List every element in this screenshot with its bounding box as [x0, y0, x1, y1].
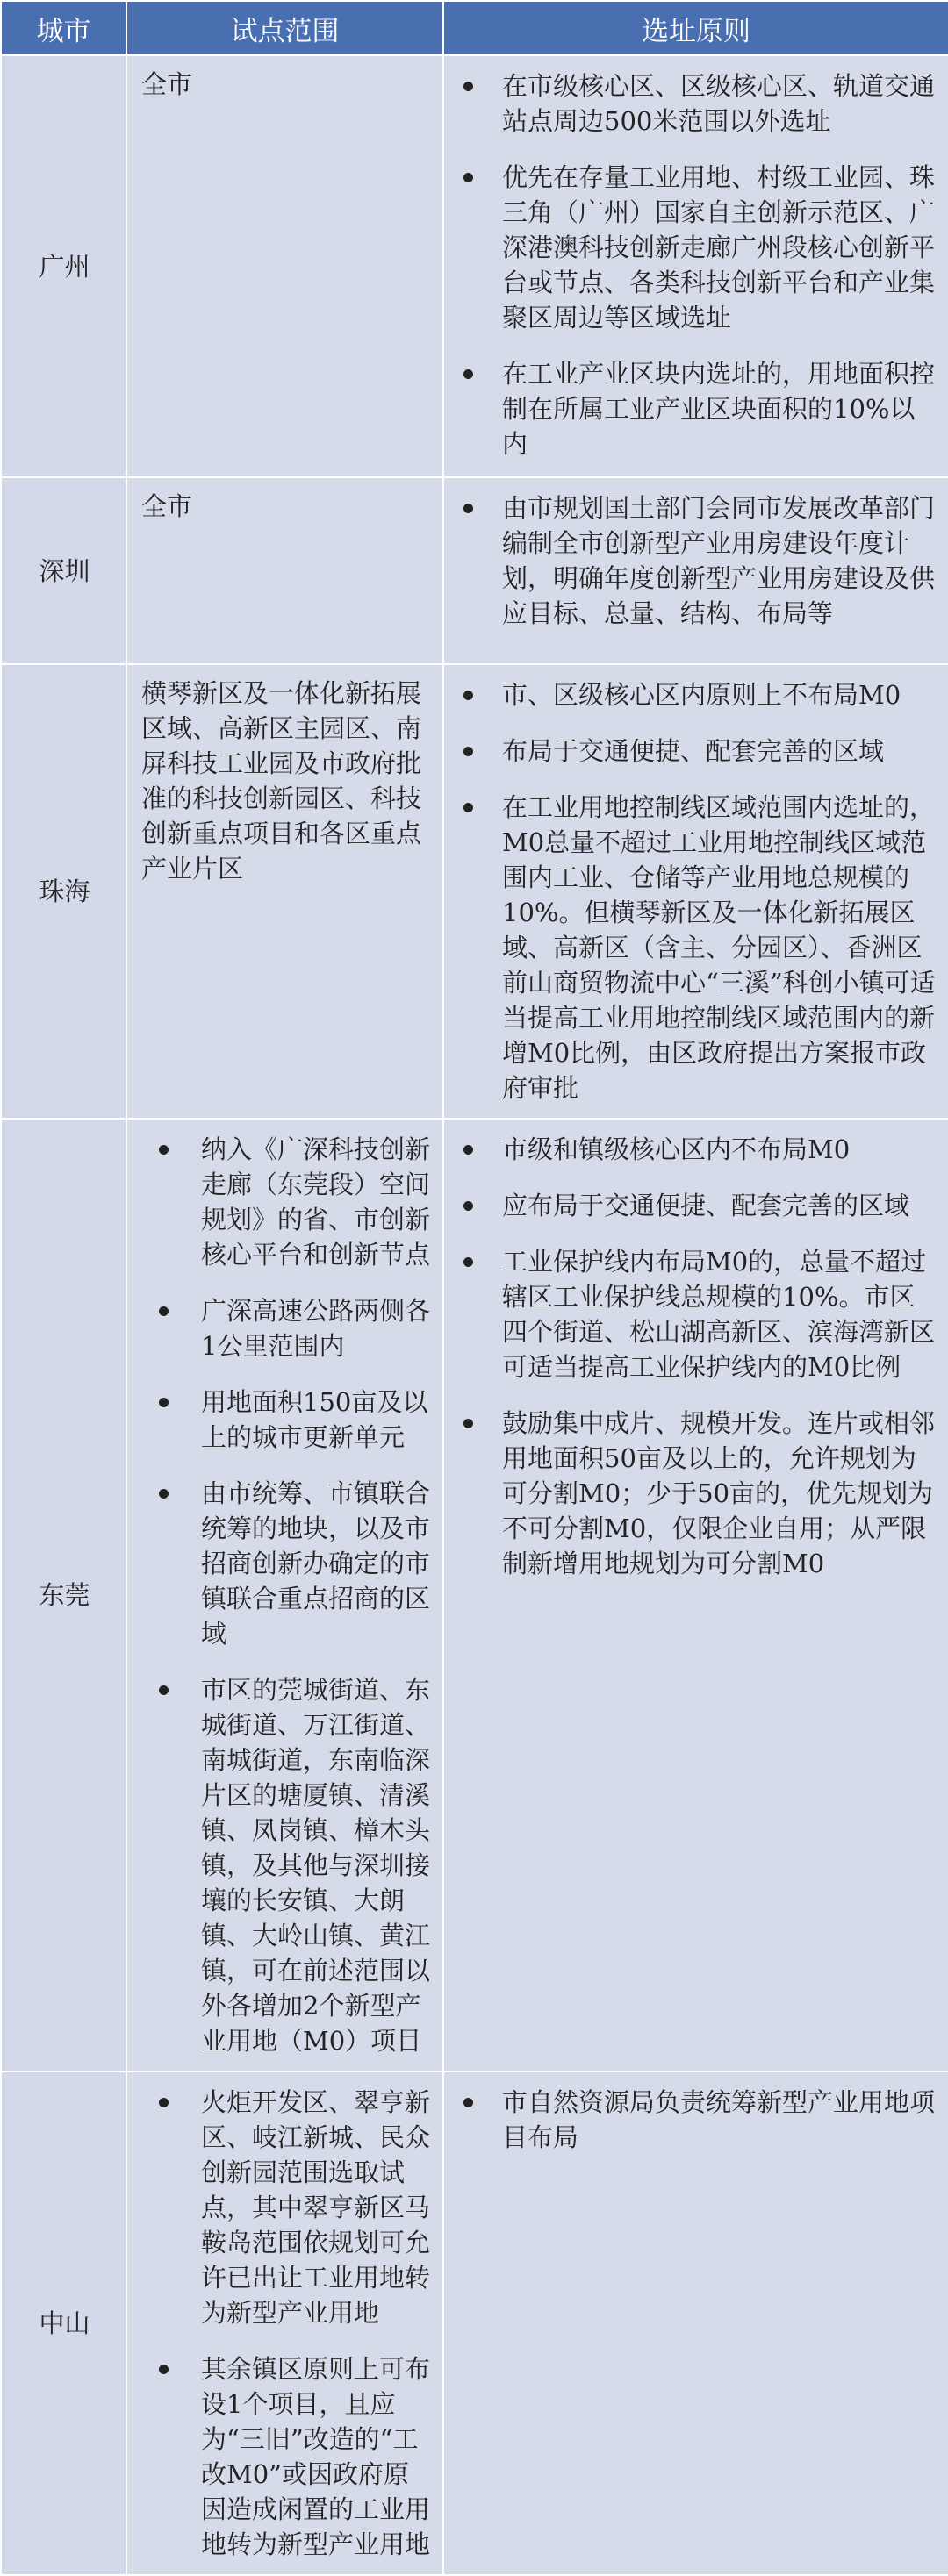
rule-item: 应布局于交通便捷、配套完善的区域: [456, 1188, 937, 1223]
scope-list: [140, 1132, 430, 2058]
bullet-icon: [159, 1489, 169, 1499]
rule-item: 在市级核心区、区级核心区、轨道交通站点周边500米范围以外选址: [456, 68, 937, 139]
bullet-icon: [463, 173, 473, 182]
city-cell: 珠海: [1, 664, 126, 1119]
rule-list: [456, 677, 937, 1106]
scope-item: 广深高速公路两侧各1公里范围内: [140, 1293, 430, 1363]
bullet-icon: [463, 504, 473, 513]
scope-cell: [126, 1119, 443, 2072]
rule-list: [456, 490, 937, 631]
rule-list: [456, 1132, 937, 1581]
bullet-icon: [463, 1145, 473, 1155]
table-row-guangzhou: [1, 55, 948, 477]
scope-item: 火炬开发区、翠亨新区、岐江新城、民众创新园范围选取试点，其中翠亨新区马鞍岛范围依规划可允许已出让工业用地转为新型产业用地: [140, 2085, 430, 2330]
rule-cell: [443, 1119, 948, 2072]
city-cell: 东莞: [1, 1119, 126, 2072]
rule-item: 由市规划国土部门会同市发展改革部门编制全市创新型产业用房建设年度计划，明确年度创新型产业用房建设及供应目标、总量、结构、布局等: [456, 490, 937, 631]
rule-item: 布局于交通便捷、配套完善的区域: [456, 733, 937, 769]
rule-item: 优先在存量工业用地、村级工业园、珠三角（广州）国家自主创新示范区、广深港澳科技创新走廊广州段核心创新平台或节点、各类科技创新平台和产业集聚区周边等区域选址: [456, 160, 937, 335]
rule-item: 鼓励集中成片、规模开发。连片或相邻用地面积50亩及以上的，允许规划为可分割M0；少于50亩的，优先规划为不可分割M0，仅限企业自用；从严限制新增用地规划为可分割M0: [456, 1406, 937, 1581]
bullet-icon: [463, 2098, 473, 2107]
scope-cell: 全市: [126, 477, 443, 664]
scope-item: 市区的莞城街道、东城街道、万江街道、南城街道，东南临深片区的塘厦镇、清溪镇、凤岗镇、樟木头镇，及其他与深圳接壤的长安镇、大朗镇、大岭山镇、黄江镇，可在前述范围以外各增加2个新型产业用地（M0）项目: [140, 1672, 430, 2058]
rule-item: 市、区级核心区内原则上不布局M0: [456, 677, 937, 712]
bullet-icon: [463, 803, 473, 812]
rule-item: 工业保护线内布局M0的，总量不超过辖区工业保护线总规模的10%。市区四个街道、松山湖高新区、滨海湾新区可适当提高工业保护线内的M0比例: [456, 1244, 937, 1385]
table-row-zhongshan: [1, 2072, 948, 2575]
bullet-icon: [463, 691, 473, 700]
rule-list: [456, 2085, 937, 2155]
scope-cell: 横琴新区及一体化新拓展区域、高新区主园区、南屏科技工业园及市政府批准的科技创新园区、科技创新重点项目和各区重点产业片区: [126, 664, 443, 1119]
bullet-icon: [463, 1419, 473, 1428]
rule-cell: [443, 2072, 948, 2575]
bullet-icon: [463, 369, 473, 379]
scope-cell: 全市: [126, 55, 443, 477]
bullet-icon: [463, 1257, 473, 1267]
rule-list: [456, 68, 937, 462]
scope-item: 用地面积150亩及以上的城市更新单元: [140, 1385, 430, 1455]
bullet-icon: [159, 1145, 169, 1155]
city-cell: 广州: [1, 55, 126, 477]
header-rule: 选址原则: [443, 1, 948, 55]
scope-item: 其余镇区原则上可布设1个项目，且应为“三旧”改造的“工改M0”或因政府原因造成闲置的工业用地转为新型产业用地: [140, 2351, 430, 2562]
bullet-icon: [159, 2365, 169, 2374]
scope-cell: [126, 2072, 443, 2575]
rule-cell: [443, 664, 948, 1119]
table-row-zhuhai: [1, 664, 948, 1119]
scope-list: [140, 2085, 430, 2562]
rule-cell: [443, 55, 948, 477]
bullet-icon: [463, 1201, 473, 1211]
bullet-icon: [463, 747, 473, 756]
table-row-dongguan: [1, 1119, 948, 2072]
scope-item: 由市统筹、市镇联合统筹的地块，以及市招商创新办确定的市镇联合重点招商的区域: [140, 1476, 430, 1651]
table-row-shenzhen: [1, 477, 948, 664]
rule-item: 市自然资源局负责统筹新型产业用地项目布局: [456, 2085, 937, 2155]
header-city: 城市: [1, 1, 126, 55]
bullet-icon: [159, 1306, 169, 1316]
bullet-icon: [463, 82, 473, 91]
bullet-icon: [159, 1398, 169, 1407]
rule-cell: [443, 477, 948, 664]
header-row: [1, 1, 948, 55]
rule-item: 市级和镇级核心区内不布局M0: [456, 1132, 937, 1167]
scope-item: 纳入《广深科技创新走廊（东莞段）空间规划》的省、市创新核心平台和创新节点: [140, 1132, 430, 1272]
header-scope: 试点范围: [126, 1, 443, 55]
city-cell: 深圳: [1, 477, 126, 664]
rule-item: 在工业产业区块内选址的，用地面积控制在所属工业产业区块面积的10%以内: [456, 356, 937, 462]
rule-item: 在工业用地控制线区域范围内选址的，M0总量不超过工业用地控制线区域范围内工业、仓储等产业用地总规模的10%。但横琴新区及一体化新拓展区域、高新区（含主、分园区）、香洲区前山商贸物流中心“三溪”科创小镇可适当提高工业用地控制线区域范围内的新增M0比例，由区政府提出方案报市政府审批: [456, 790, 937, 1106]
city-cell: 中山: [1, 2072, 126, 2575]
bullet-icon: [159, 1685, 169, 1695]
bullet-icon: [159, 2098, 169, 2107]
